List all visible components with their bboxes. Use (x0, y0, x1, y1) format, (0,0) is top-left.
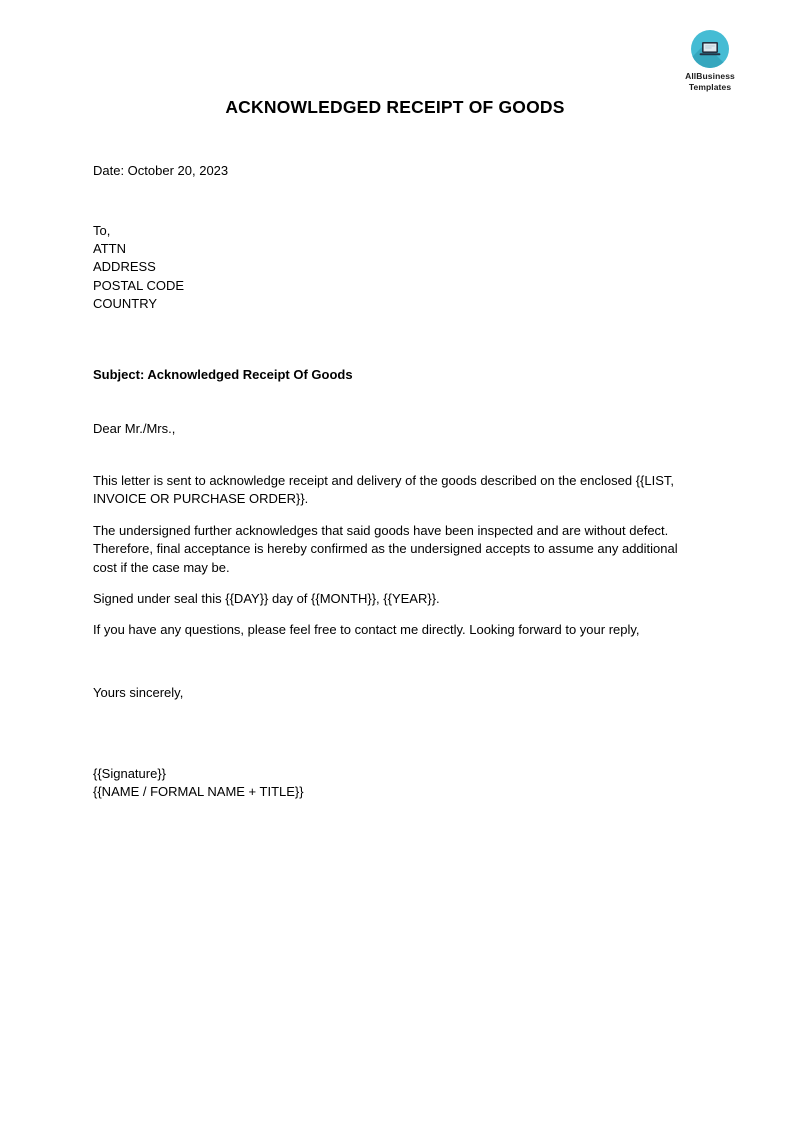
date-line: Date: October 20, 2023 (93, 163, 229, 178)
signature-placeholder: {{Signature}} (93, 765, 167, 781)
recipient-address-block (93, 222, 697, 313)
address-line-attn: ATTN (93, 241, 126, 257)
brand-name-line1: AllBusiness (685, 71, 735, 81)
address-line-street: ADDRESS (93, 259, 156, 275)
closing-line: Yours sincerely, (93, 684, 184, 700)
subject-line: Subject: Acknowledged Receipt Of Goods (93, 367, 353, 383)
address-line-postal-code: POSTAL CODE (93, 277, 185, 293)
body-paragraph: This letter is sent to acknowledge receipt and delivery of the goods described on the enclosed {{LIST, INVOICE OR PURCHASE ORDER}}. (93, 473, 675, 507)
address-line-to: To, (93, 223, 111, 238)
page-title: ACKNOWLEDGED RECEIPT OF GOODS (225, 97, 565, 117)
body-paragraph: Signed under seal this {{DAY}} day of {{MONTH}}, {{YEAR}}. (93, 591, 440, 607)
body-paragraph: If you have any questions, please feel free to contact me directly. Looking forward to your reply, (93, 622, 640, 638)
signature-name-title: {{NAME / FORMAL NAME + TITLE}} (93, 784, 304, 800)
salutation: Dear Mr./Mrs., (93, 421, 176, 437)
signature-block (93, 765, 697, 801)
body-paragraph: The undersigned further acknowledges that said goods have been inspected and are without defect. Therefore, final acceptance is hereby confirmed as the undersigned accepts to assume any additional cost if the case may be. (93, 522, 678, 575)
letter-content (93, 0, 697, 801)
brand-name-line2: Templates (688, 81, 732, 92)
address-line-country: COUNTRY (93, 295, 158, 311)
